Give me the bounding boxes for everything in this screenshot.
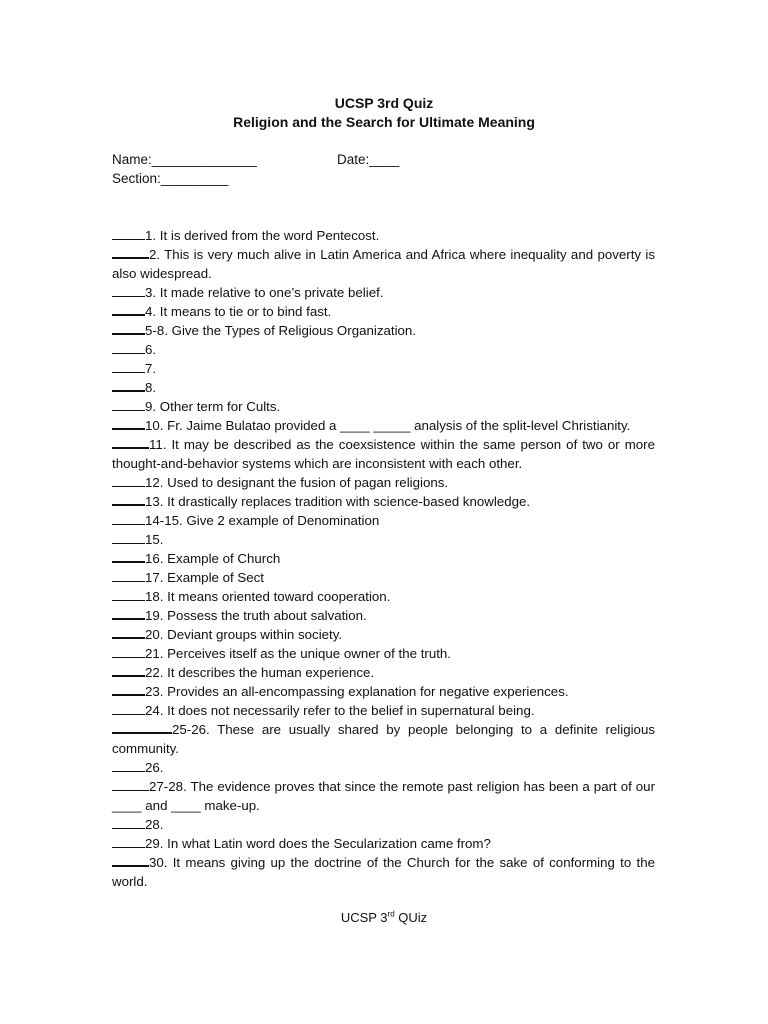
- answer-blank: [112, 560, 145, 563]
- question-item: 29. In what Latin word does the Secularization came from?: [112, 834, 655, 853]
- answer-blank: [112, 674, 145, 677]
- answer-blank: [112, 409, 145, 411]
- quiz-subtitle: Religion and the Search for Ultimate Meaning: [233, 114, 535, 130]
- answer-blank: [112, 770, 145, 772]
- answer-blank: [112, 789, 149, 791]
- answer-blank: [112, 864, 149, 867]
- question-item: 22. It describes the human experience.: [112, 663, 655, 682]
- question-item: 11. It may be described as the coexsistence within the same person of two or more thought-and-behavior systems which are inconsistent with each other.: [112, 437, 655, 471]
- answer-blank: [112, 427, 145, 430]
- question-item: 5-8. Give the Types of Religious Organization.: [112, 321, 655, 340]
- answer-blank: [112, 295, 145, 297]
- question-item: 24. It does not necessarily refer to the belief in supernatural being.: [112, 701, 655, 720]
- question-item: 26.: [112, 758, 655, 777]
- question-item: 6.: [112, 340, 655, 359]
- page-footer: UCSP 3rd QUiz: [340, 909, 428, 925]
- answer-blank: [112, 636, 145, 639]
- name-field: Name:______________: [112, 152, 257, 167]
- quiz-title: UCSP 3rd Quiz: [334, 95, 434, 111]
- answer-blank: [112, 731, 172, 734]
- answer-blank: [112, 238, 145, 240]
- answer-blank: [112, 846, 145, 848]
- question-item: 4. It means to tie or to bind fast.: [112, 302, 655, 321]
- date-field: Date:____: [337, 152, 400, 167]
- question-item: 9. Other term for Cults.: [112, 397, 655, 416]
- answer-blank: [112, 371, 145, 373]
- question-item: 21. Perceives itself as the unique owner of the truth.: [112, 644, 655, 663]
- answer-blank: [112, 485, 145, 487]
- answer-blank: [112, 332, 145, 335]
- section-field: Section:_________: [112, 171, 229, 186]
- answer-blank: [112, 523, 145, 525]
- answer-blank: [112, 827, 145, 829]
- question-item: 8.: [112, 378, 655, 397]
- question-item: 15.: [112, 530, 655, 549]
- answer-blank: [112, 599, 145, 601]
- question-item: 12. Used to designant the fusion of pagan religions.: [112, 473, 655, 492]
- answer-blank: [112, 503, 145, 506]
- question-item: 25-26. These are usually shared by people belonging to a definite religious community.: [112, 722, 655, 756]
- question-item: 16. Example of Church: [112, 549, 655, 568]
- question-item: 3. It made relative to one’s private belief.: [112, 283, 655, 302]
- answer-blank: [112, 713, 145, 715]
- answer-blank: [112, 617, 145, 620]
- answer-blank: [112, 693, 145, 696]
- question-item: 19. Possess the truth about salvation.: [112, 606, 655, 625]
- question-item: 1. It is derived from the word Pentecost.: [112, 226, 655, 245]
- question-item: 2. This is very much alive in Latin America and Africa where inequality and poverty is also widespread.: [112, 247, 655, 281]
- question-item: 30. It means giving up the doctrine of the Church for the sake of conforming to the world.: [112, 855, 655, 889]
- question-list: [112, 226, 655, 891]
- answer-blank: [112, 389, 145, 392]
- answer-blank: [112, 656, 145, 658]
- answer-blank: [112, 256, 149, 259]
- question-item: 28.: [112, 815, 655, 834]
- question-item: 18. It means oriented toward cooperation.: [112, 587, 655, 606]
- question-item: 17. Example of Sect: [112, 568, 655, 587]
- answer-blank: [112, 542, 145, 544]
- question-item: 13. It drastically replaces tradition with science-based knowledge.: [112, 492, 655, 511]
- question-item: 10. Fr. Jaime Bulatao provided a ____ _____ analysis of the split-level Christianity.: [112, 416, 655, 435]
- question-item: 23. Provides an all-encompassing explanation for negative experiences.: [112, 682, 655, 701]
- answer-blank: [112, 352, 145, 354]
- question-item: 14-15. Give 2 example of Denomination: [112, 511, 655, 530]
- answer-blank: [112, 313, 145, 316]
- question-item: 7.: [112, 359, 655, 378]
- question-item: 20. Deviant groups within society.: [112, 625, 655, 644]
- answer-blank: [112, 580, 145, 582]
- question-item: 27-28. The evidence proves that since the remote past religion has been a part of our ____ and ____ make-up.: [112, 779, 655, 813]
- answer-blank: [112, 446, 149, 449]
